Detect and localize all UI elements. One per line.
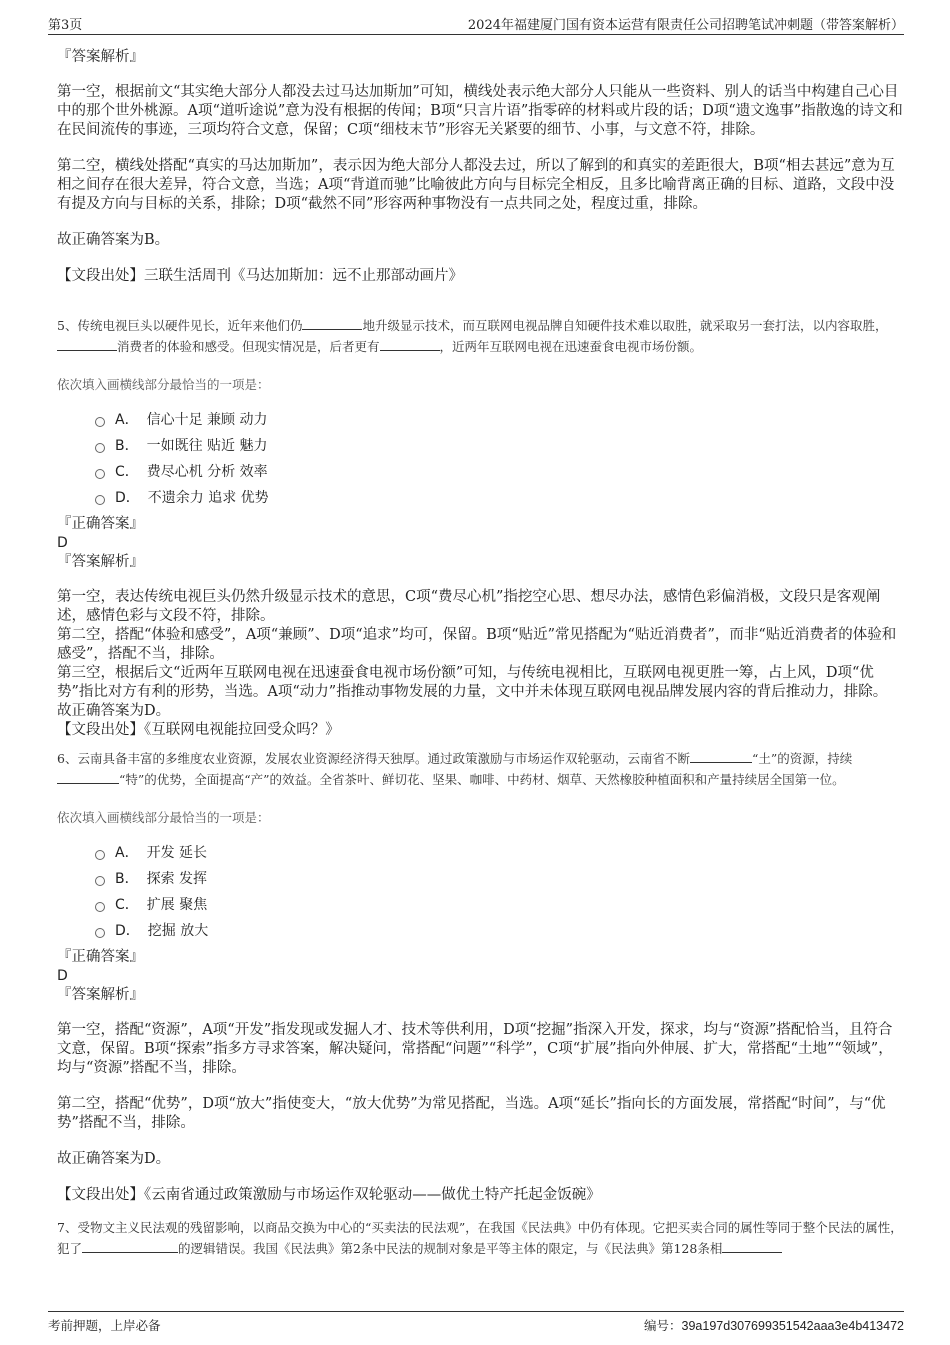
analysis-paragraph: 第一空，搭配“资源”，A项“开发”指发现或发掘人才、技术等供利用，D项“挖掘”指深入开发，探求，均与“资源”搭配恰当，且符合文意，保留。B项“探索”指多方寻求答案，解决疑问，常搭配“问题”“科学”，C项“扩展”指向外伸展、扩大，常搭配“土地”“领域”，均与“资源”搭配不当，排除。 (57, 1022, 893, 1076)
option-c[interactable]: C． 费尽心机 分析 效率 (95, 459, 904, 485)
fill-blank (722, 1239, 782, 1253)
page-content (57, 38, 904, 1259)
analysis-label: 『答案解析』 (57, 987, 144, 1003)
answer-conclusion: 故正确答案为D。 (57, 703, 171, 719)
page-footer (48, 1311, 904, 1338)
analysis-paragraph: 第二空，横线处搭配“真实的马达加斯加”，表示因为绝大部分人都没去过，所以了解到的和真实的差距很大，B项“相去甚远”意为互相之间存在很大差异，符合文意，当选；A项“背道而驰”比喻彼此方向与目标完全相反，且多比喻背离正确的目标、道路，文段中没有提及方向与目标的关系，排除；D项“截然不同”形容两种事物没有一点共同之处，程度过重，排除。 (57, 158, 895, 212)
radio-icon[interactable] (95, 495, 105, 505)
option-c[interactable]: C． 扩展 聚焦 (95, 892, 904, 918)
fill-blank (690, 749, 752, 763)
option-d[interactable]: D． 挖掘 放大 (95, 918, 904, 944)
fill-blank (57, 337, 117, 351)
question-5-stem: 5、传统电视巨头以硬件见长，近年来他们仍 地升级显示技术，而互联网电视品牌自知硬件技术难以取胜，就采取另一套打法，以内容取胜，消费者的体验和感受。但现实情况是，后者更有 ，近两年互联网电视在迅速蚕食电视市场份额。 (57, 318, 888, 354)
document-code: 编号：39a197d307699351542aaa3e4b413472 (644, 1319, 904, 1333)
source-citation: 【文段出处】《云南省通过政策激励与市场运作双轮驱动——做优土特产托起金饭碗》 (57, 1187, 601, 1203)
correct-answer-label: 『正确答案』 (57, 516, 144, 532)
question-prompt: 依次填入画横线部分最恰当的一项是： (57, 810, 270, 825)
answer-conclusion: 故正确答案为D。 (57, 1151, 171, 1167)
analysis-label: 『答案解析』 (57, 554, 144, 570)
analysis-paragraph: 第二空，搭配“体验和感受”，A项“兼顾”、D项“追求”均可，保留。B项“贴近”常见搭配为“贴近消费者”，而非“贴近消费者的体验和感受”，搭配不当，排除。 (57, 627, 897, 662)
question-prompt: 依次填入画横线部分最恰当的一项是： (57, 377, 270, 392)
radio-icon[interactable] (95, 850, 105, 860)
fill-blank (302, 316, 362, 330)
option-a[interactable]: A． 开发 延长 (95, 840, 904, 866)
page-number: 第3页 (48, 18, 83, 33)
option-d[interactable]: D． 不遗余力 追求 优势 (95, 485, 904, 511)
footer-slogan: 考前押题，上岸必备 (48, 1318, 161, 1333)
analysis-paragraph: 第一空，根据前文“其实绝大部分人都没去过马达加斯加”可知，横线处表示绝大部分人只能从一些资料、别人的话当中构建自己心目中的那个世外桃源。A项“道听途说”意为没有根据的传闻；B项“只言片语”指零碎的材料或片段的话；D项“遗文逸事”指散逸的诗文和在民间流传的事迹，三项均符合文意，保留；C项“细枝末节”形容无关紧要的细节、小事，与文意不符，排除。 (57, 84, 903, 138)
question-6-stem: 6、云南具备丰富的多维度农业资源，发展农业资源经济得天独厚。通过政策激励与市场运作双轮驱动，云南省不断 “土”的资源，持续“特”的优势，全面提高“产”的效益。全省茶叶、鲜切花、坚果、咖啡、中药材、烟草、天然橡胶种植面积和产量持续居全国第一位。 (57, 751, 853, 787)
question-5-options (95, 407, 904, 511)
option-b[interactable]: B． 一如既往 贴近 魅力 (95, 433, 904, 459)
radio-icon[interactable] (95, 469, 105, 479)
page-header (48, 14, 904, 35)
correct-answer: D (57, 968, 68, 984)
analysis-paragraph: 第一空，表达传统电视巨头仍然升级显示技术的意思，C项“费尽心机”指挖空心思、想尽办法，感情色彩偏消极，文段只是客观阐述，感情色彩与文段不符，排除。 (57, 589, 881, 624)
fill-blank (82, 1239, 178, 1253)
document-title: 2024年福建厦门国有资本运营有限责任公司招聘笔试冲刺题（带答案解析） (467, 18, 904, 33)
radio-icon[interactable] (95, 417, 105, 427)
correct-answer-label: 『正确答案』 (57, 949, 144, 965)
radio-icon[interactable] (95, 443, 105, 453)
correct-answer: D (57, 535, 68, 551)
question-7-stem: 7、受物文主义民法观的残留影响，以商品交换为中心的“买卖法的民法观”，在我国《民法典》中仍有体现。它把买卖合同的属性等同于整个民法的属性，犯了 的逻辑错误。我国《民法典》第2条中民法的规制对象是平等主体的限定，与《民法典》第128条相 (57, 1220, 903, 1256)
question-6-options (95, 840, 904, 944)
option-a[interactable]: A． 信心十足 兼顾 动力 (95, 407, 904, 433)
answer-conclusion: 故正确答案为B。 (57, 232, 170, 248)
option-b[interactable]: B． 探索 发挥 (95, 866, 904, 892)
source-citation: 【文段出处】《互联网电视能拉回受众吗？》 (57, 722, 340, 738)
source-citation: 【文段出处】三联生活周刊《马达加斯加：远不止那部动画片》 (57, 268, 463, 284)
fill-blank (380, 337, 440, 351)
fill-blank (57, 770, 119, 784)
analysis-paragraph: 第二空，搭配“优势”，D项“放大”指使变大，“放大优势”为常见搭配，当选。A项“延长”指向长的方面发展，常搭配“时间”，与“优势”搭配不当，排除。 (57, 1096, 886, 1131)
analysis-label: 『答案解析』 (57, 49, 144, 65)
radio-icon[interactable] (95, 876, 105, 886)
analysis-paragraph: 第三空，根据后文“近两年互联网电视在迅速蚕食电视市场份额”可知，与传统电视相比，互联网电视更胜一筹，占上风，D项“优势”指比对方有利的形势，当选。A项“动力”指推动事物发展的力量，文中并未体现互联网电视品牌发展内容的背后推动力，排除。 (57, 665, 888, 700)
radio-icon[interactable] (95, 902, 105, 912)
radio-icon[interactable] (95, 928, 105, 938)
